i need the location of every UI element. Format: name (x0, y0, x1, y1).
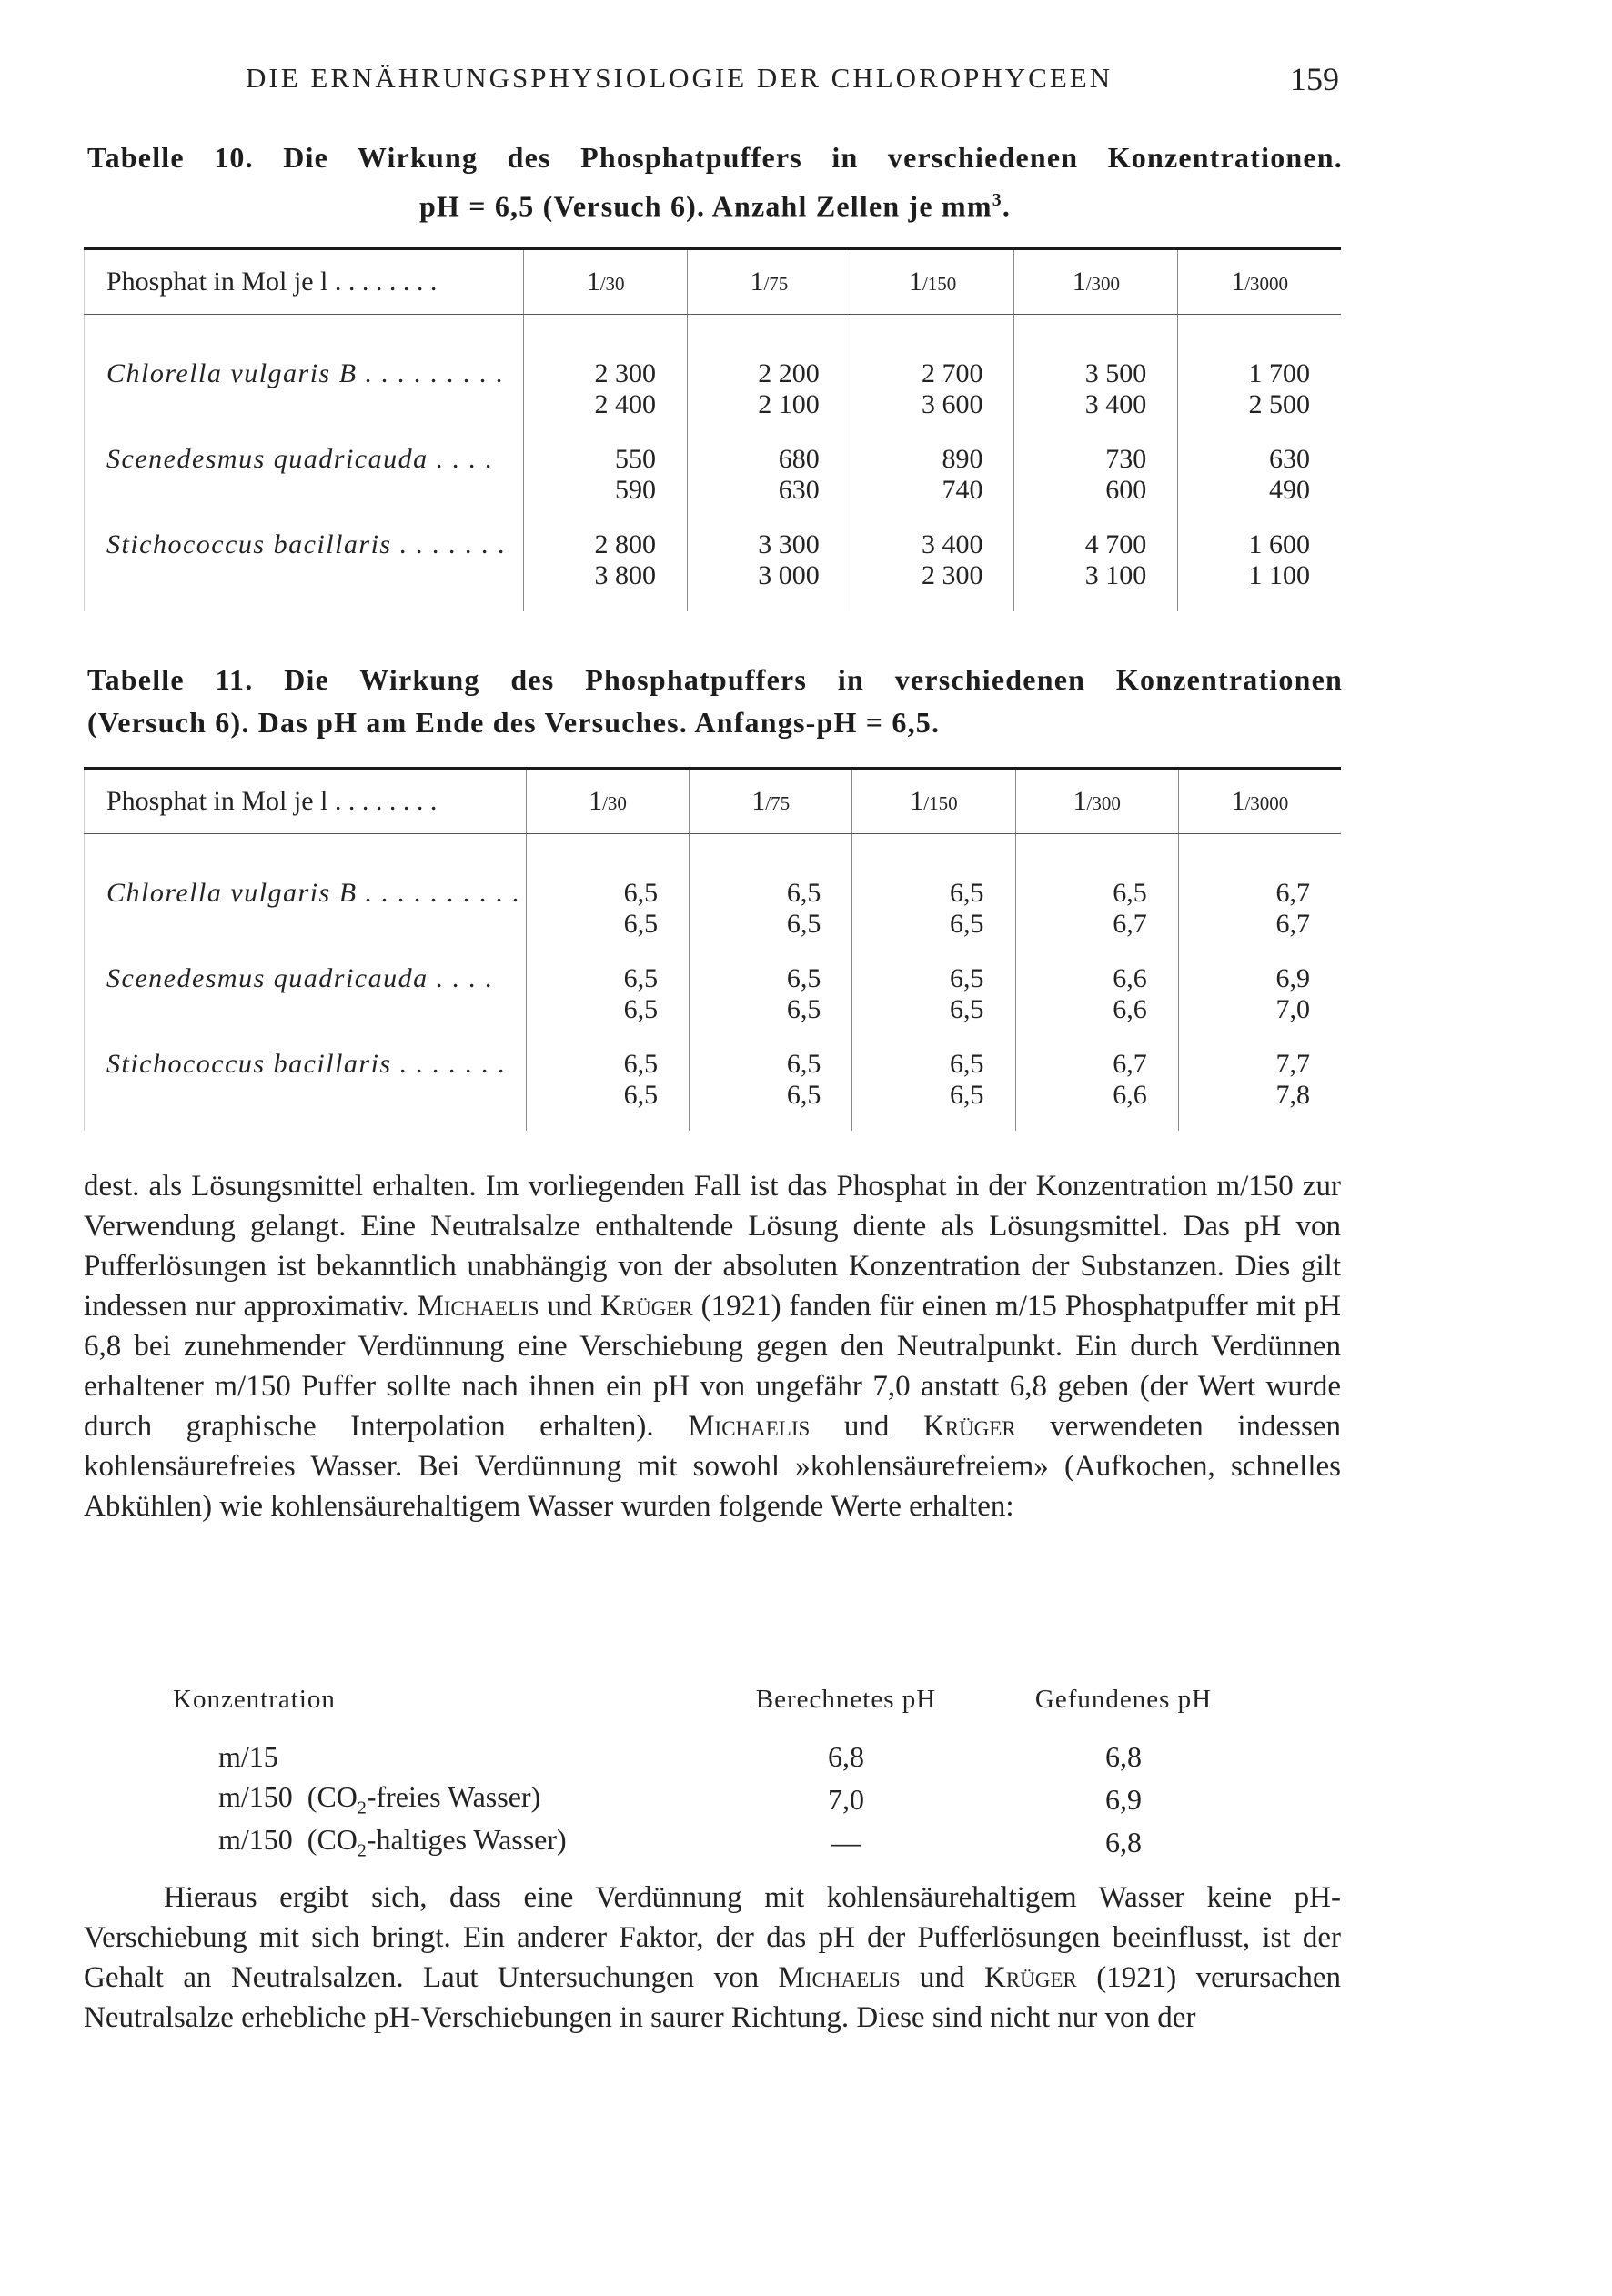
table-row (85, 940, 1342, 994)
table-cell: 6,7 (1178, 909, 1341, 940)
table10-col-2 (687, 249, 851, 315)
table-row (85, 560, 1342, 611)
text-run: dest. als Lösungsmittel erhalten. Im vorliegenden Fall ist das Phosphat in der Konzentration m/150 zur Verwendung gelangt. Eine Neutralsalze enthaltende Lösung diente als Lösungsmittel. Das pH von Pufferlösungen ist bekanntlich unabhängig von der absoluten Konzentration der Substanzen. Dies gilt indessen nur approximativ. (84, 1170, 1341, 1323)
fraction-denominator: /300 (1085, 273, 1121, 295)
fraction-numerator: 1 (1073, 786, 1087, 816)
concentration-cell (164, 1778, 728, 1821)
table-cell: 3 500 (1014, 315, 1178, 390)
calculated-ph: — (831, 1826, 861, 1858)
species-name: Chlorella vulgaris B . . . . . . . . . . (85, 834, 527, 910)
text-run: (1921) verursachen Neutralsalze erhebliche pH-Verschiebungen in saurer Richtung. Diese sind nicht nur von der (84, 1961, 1342, 2034)
ph-table-header: Gefundenes pH (1034, 1685, 1213, 1714)
table-cell: 2 100 (687, 389, 851, 420)
table-cell: 6,5 (852, 994, 1015, 1025)
concentration-cell (164, 1821, 728, 1864)
table-row (85, 506, 1342, 560)
table11-col-2 (690, 769, 852, 834)
table-cell: 6,6 (1015, 940, 1178, 994)
ph-table-header: Berechnetes pH (755, 1685, 937, 1714)
table-cell: 6,5 (690, 909, 852, 940)
table-cell: 6,5 (690, 994, 852, 1025)
table-cell: 630 (1178, 420, 1341, 475)
table-cell: 2 800 (524, 506, 688, 560)
table-cell: 6,6 (1015, 994, 1178, 1025)
body-paragraph-1 (84, 1166, 1341, 1526)
body-paragraph-2 (84, 1878, 1341, 2038)
table-cell: 6,5 (526, 834, 689, 910)
table-cell: 3 400 (1014, 389, 1178, 420)
fraction-denominator: /3000 (1244, 792, 1289, 814)
ph-table-header: Konzentration (173, 1685, 336, 1714)
fraction-numerator: 1 (1231, 267, 1245, 297)
table-cell: 600 (1014, 475, 1178, 506)
fraction-numerator: 1 (750, 267, 764, 297)
table-cell: 3 800 (524, 560, 688, 611)
table-cell: 6,7 (1178, 834, 1341, 910)
table11-header-row (85, 769, 1342, 834)
table-row (164, 1736, 1283, 1778)
fraction-denominator: /30 (599, 273, 625, 295)
author-name: Krüger (922, 1410, 1016, 1443)
species-name: Scenedesmus quadricauda . . . . (85, 420, 524, 475)
table-cell: 3 600 (851, 389, 1014, 420)
table-cell-empty (85, 560, 524, 611)
fraction-denominator: /150 (923, 792, 958, 814)
table-cell: 6,5 (852, 1025, 1015, 1080)
table-cell: 890 (851, 420, 1014, 475)
table-cell-empty (85, 994, 527, 1025)
table-cell: 550 (524, 420, 688, 475)
table10-header-row (85, 249, 1342, 315)
table10-col-5 (1178, 249, 1341, 315)
table-cell: 6,5 (690, 1025, 852, 1080)
fraction-denominator: /3000 (1244, 273, 1289, 295)
text-run: -haltiges Wasser) (366, 1823, 567, 1857)
table-cell: 6,6 (1015, 1080, 1178, 1131)
table11-col-4 (1015, 769, 1178, 834)
text-run: und (810, 1410, 923, 1443)
table-row (85, 475, 1342, 506)
text-run: (1921) fanden für einen m/15 Phosphatpuffer mit pH 6,8 bei zunehmender Verdünnung eine Verschiebung gegen den Neutralpunkt. Ein durch Verdünnen erhaltener m/150 Puffer sollte nach ihnen ein pH von ungefähr 7,0 anstatt 6,8 geben (der Wert wurde durch graphische Interpolation erhalten). (84, 1290, 1342, 1443)
table10 (84, 247, 1341, 611)
subscript: 2 (357, 1840, 367, 1861)
species-name: Chlorella vulgaris B . . . . . . . . . (85, 315, 524, 390)
running-head: DIE ERNÄHRUNGSPHYSIOLOGIE DER CHLOROPHYCEEN (246, 62, 1113, 94)
table-cell: 6,7 (1015, 1025, 1178, 1080)
fraction-numerator: 1 (589, 786, 603, 816)
table-cell: 6,5 (690, 834, 852, 910)
table-cell: 2 300 (524, 315, 688, 390)
fraction-numerator: 1 (751, 786, 766, 816)
species-name: Stichococcus bacillaris . . . . . . . (85, 506, 524, 560)
text-run: verwendeten indessen kohlensäurefreies Wasser. Bei Verdünnung mit sowohl »kohlensäurefreiem» (Aufkochen, schnelles Abkühlen) wie kohlensäurehaltigem Wasser wurden folgende Werte erhalten: (84, 1410, 1341, 1523)
calculated-ph: 7,0 (828, 1783, 864, 1816)
calculated-ph: 6,8 (828, 1740, 864, 1773)
found-ph: 6,8 (1105, 1740, 1142, 1773)
table-cell: 3 000 (687, 560, 851, 611)
table-cell: 6,5 (1015, 834, 1178, 910)
table-cell: 590 (524, 475, 688, 506)
table-row (85, 1025, 1342, 1080)
table-cell: 740 (851, 475, 1014, 506)
species-name: Stichococcus bacillaris . . . . . . . (85, 1025, 527, 1080)
fraction-numerator: 1 (1231, 786, 1245, 816)
table-cell: 3 300 (687, 506, 851, 560)
table10-col-4 (1014, 249, 1178, 315)
table10-caption-line2-text: pH = 6,5 (Versuch 6). Anzahl Zellen je mm (418, 189, 992, 223)
table10-col-1 (524, 249, 688, 315)
fraction-denominator: /75 (763, 273, 789, 295)
table-cell: 6,5 (526, 1080, 689, 1131)
author-name: Michaelis (417, 1290, 539, 1323)
fraction-denominator: /30 (602, 792, 627, 814)
table-row (85, 834, 1342, 910)
table-cell-empty (85, 389, 524, 420)
table-row (85, 420, 1342, 475)
table10-caption-sup: 3 (992, 190, 1002, 210)
table-row (164, 1821, 1283, 1864)
text-run: m/150 (CO (218, 1823, 358, 1857)
table-row (85, 994, 1342, 1025)
paragraph-text (84, 1878, 1341, 2038)
author-name: Krüger (599, 1290, 693, 1323)
table10-caption (87, 136, 1343, 228)
table-cell: 3 100 (1014, 560, 1178, 611)
text-run: und (900, 1961, 984, 1994)
table11-caption-line2: (Versuch 6). Das pH am Ende des Versuches. Anfangs-pH = 6,5. (87, 706, 941, 739)
author-name: Krüger (983, 1961, 1077, 1994)
text-run: und (539, 1290, 600, 1323)
table11-header-label: Phosphat in Mol je l . . . . . . . . (85, 769, 527, 834)
table-cell: 2 500 (1178, 389, 1341, 420)
table11-caption (87, 659, 1343, 744)
table-cell: 2 200 (687, 315, 851, 390)
author-name: Michaelis (778, 1961, 901, 1994)
table-cell: 6,5 (852, 1080, 1015, 1131)
table-cell: 7,8 (1178, 1080, 1341, 1131)
table-cell: 6,5 (690, 940, 852, 994)
table-cell-empty (85, 909, 527, 940)
paragraph-text (84, 1166, 1341, 1526)
fraction-denominator: /300 (1086, 792, 1121, 814)
table-cell: 7,0 (1178, 994, 1341, 1025)
table-cell: 730 (1014, 420, 1178, 475)
fraction-denominator: /75 (765, 792, 791, 814)
table-cell: 2 400 (524, 389, 688, 420)
table-cell: 1 100 (1178, 560, 1341, 611)
table11-col-3 (852, 769, 1015, 834)
table-row (85, 909, 1342, 940)
fraction-numerator: 1 (910, 786, 924, 816)
table-cell-empty (85, 1080, 527, 1131)
table-cell: 2 700 (851, 315, 1014, 390)
table10-header-label: Phosphat in Mol je l . . . . . . . . (85, 249, 524, 315)
table-cell: 6,5 (526, 909, 689, 940)
text-run: m/150 (CO (218, 1780, 358, 1814)
table-cell: 6,5 (852, 834, 1015, 910)
table10-caption-line1: Tabelle 10. Die Wirkung des Phosphatpuffers in verschiedenen Konzentrationen. (87, 141, 1343, 174)
table-cell: 3 400 (851, 506, 1014, 560)
table-cell: 6,9 (1178, 940, 1341, 994)
ph-comparison-table (164, 1685, 1283, 1864)
table-cell: 6,5 (526, 994, 689, 1025)
fraction-numerator: 1 (586, 267, 600, 297)
table10-col-3 (851, 249, 1014, 315)
text-run: Hieraus ergibt sich, dass eine Verdünnung mit kohlensäurehaltigem Wasser keine pH-Verschiebung mit sich bringt. Ein anderer Faktor, der das pH der Pufferlösungen beeinflusst, ist der Gehalt an Neutralsalzen. Laut Untersuchungen von (84, 1881, 1341, 1994)
species-name: Scenedesmus quadricauda . . . . (85, 940, 527, 994)
table-cell: 1 700 (1178, 315, 1341, 390)
table-cell: 6,5 (690, 1080, 852, 1131)
table-cell: 630 (687, 475, 851, 506)
subscript: 2 (357, 1798, 367, 1818)
table-cell: 1 600 (1178, 506, 1341, 560)
table-cell: 6,5 (852, 940, 1015, 994)
table-cell: 7,7 (1178, 1025, 1341, 1080)
found-ph: 6,9 (1105, 1783, 1142, 1816)
found-ph: 6,8 (1105, 1826, 1142, 1858)
table11 (84, 767, 1341, 1131)
table-cell: 6,5 (852, 909, 1015, 940)
fraction-numerator: 1 (1072, 267, 1086, 297)
table-cell: 2 300 (851, 560, 1014, 611)
table11-col-1 (526, 769, 689, 834)
table-row (85, 389, 1342, 420)
author-name: Michaelis (688, 1410, 811, 1443)
table11-caption-line1: Tabelle 11. Die Wirkung des Phosphatpuffers in verschiedenen Konzentrationen (87, 663, 1343, 696)
fraction-denominator: /150 (922, 273, 957, 295)
table-cell: 6,7 (1015, 909, 1178, 940)
table-row (85, 315, 1342, 390)
text-run: m/15 (218, 1740, 278, 1773)
table-row (85, 1080, 1342, 1131)
table-cell-empty (85, 475, 524, 506)
table10-caption-line2-end: . (1002, 189, 1012, 223)
text-run: -freies Wasser) (366, 1780, 541, 1814)
table-cell: 490 (1178, 475, 1341, 506)
table-cell: 6,5 (526, 1025, 689, 1080)
table-cell: 6,5 (526, 940, 689, 994)
table-row (164, 1778, 1283, 1821)
table11-col-5 (1178, 769, 1341, 834)
ph-table-header-row (164, 1685, 1283, 1736)
table-cell: 680 (687, 420, 851, 475)
fraction-numerator: 1 (908, 267, 922, 297)
table-cell: 4 700 (1014, 506, 1178, 560)
table10-caption-line2 (87, 179, 1343, 228)
concentration-cell (164, 1736, 728, 1778)
page-number: 159 (1290, 61, 1339, 97)
